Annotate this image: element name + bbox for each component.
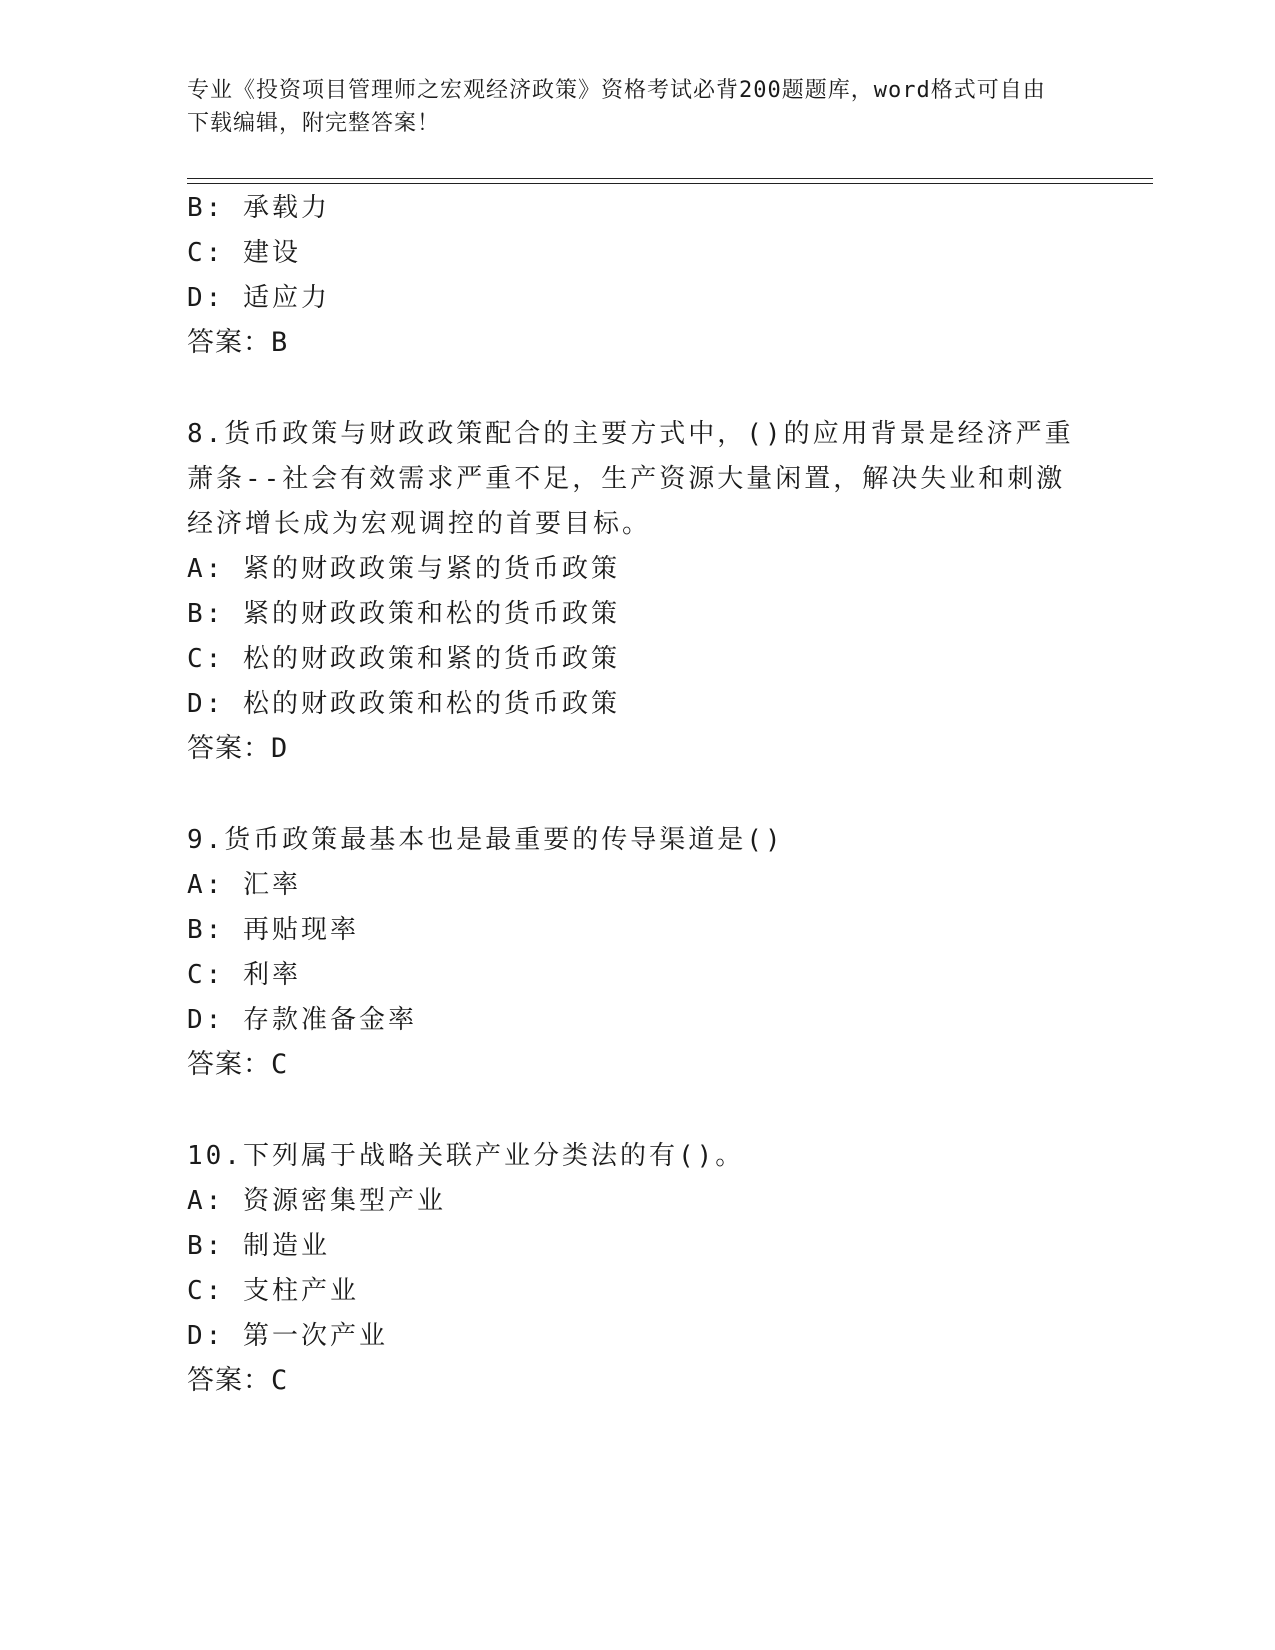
q10-option-d: D: 第一次产业 [187,1321,388,1351]
q9-option-d: D: 存款准备金率 [187,1005,417,1035]
prev-option-b: B: 承载力 [187,193,330,223]
q9-option-a: A: 汇率 [187,870,301,900]
q9-option-c: C: 利率 [187,960,301,990]
q8-option-d: D: 松的财政政策和松的货币政策 [187,689,620,719]
q8-option-c: C: 松的财政政策和紧的货币政策 [187,644,620,674]
q8-stem-line-3: 经济增长成为宏观调控的首要目标。 [187,509,652,539]
prev-answer: 答案：B [187,327,289,358]
q10-option-b: B: 制造业 [187,1231,330,1261]
q8-option-b: B: 紧的财政政策和松的货币政策 [187,599,620,629]
q8-stem-line-1: 8.货币政策与财政政策配合的主要方式中，()的应用背景是经济严重 [187,419,1074,449]
q8-answer: 答案：D [187,733,289,764]
prev-option-d: D: 适应力 [187,283,330,313]
prev-option-c: C: 建设 [187,238,301,268]
q9-answer: 答案：C [187,1049,289,1080]
q8-stem-line-2: 萧条--社会有效需求严重不足，生产资源大量闲置，解决失业和刺激 [187,464,1066,494]
q10-option-c: C: 支柱产业 [187,1276,359,1306]
header-rule-top [187,178,1153,179]
q8-option-a: A: 紧的财政政策与紧的货币政策 [187,554,620,584]
q10-option-a: A: 资源密集型产业 [187,1186,446,1216]
document-header: 专业《投资项目管理师之宏观经济政策》资格考试必背200题题库，word格式可自由下载编辑，附完整答案！ [187,78,1046,136]
header-rule-bottom [187,183,1153,184]
q10-answer: 答案：C [187,1365,289,1396]
q9-option-b: B: 再贴现率 [187,915,359,945]
q10-stem: 10.下列属于战略关联产业分类法的有()。 [187,1141,745,1171]
q9-stem: 9.货币政策最基本也是最重要的传导渠道是() [187,825,784,855]
